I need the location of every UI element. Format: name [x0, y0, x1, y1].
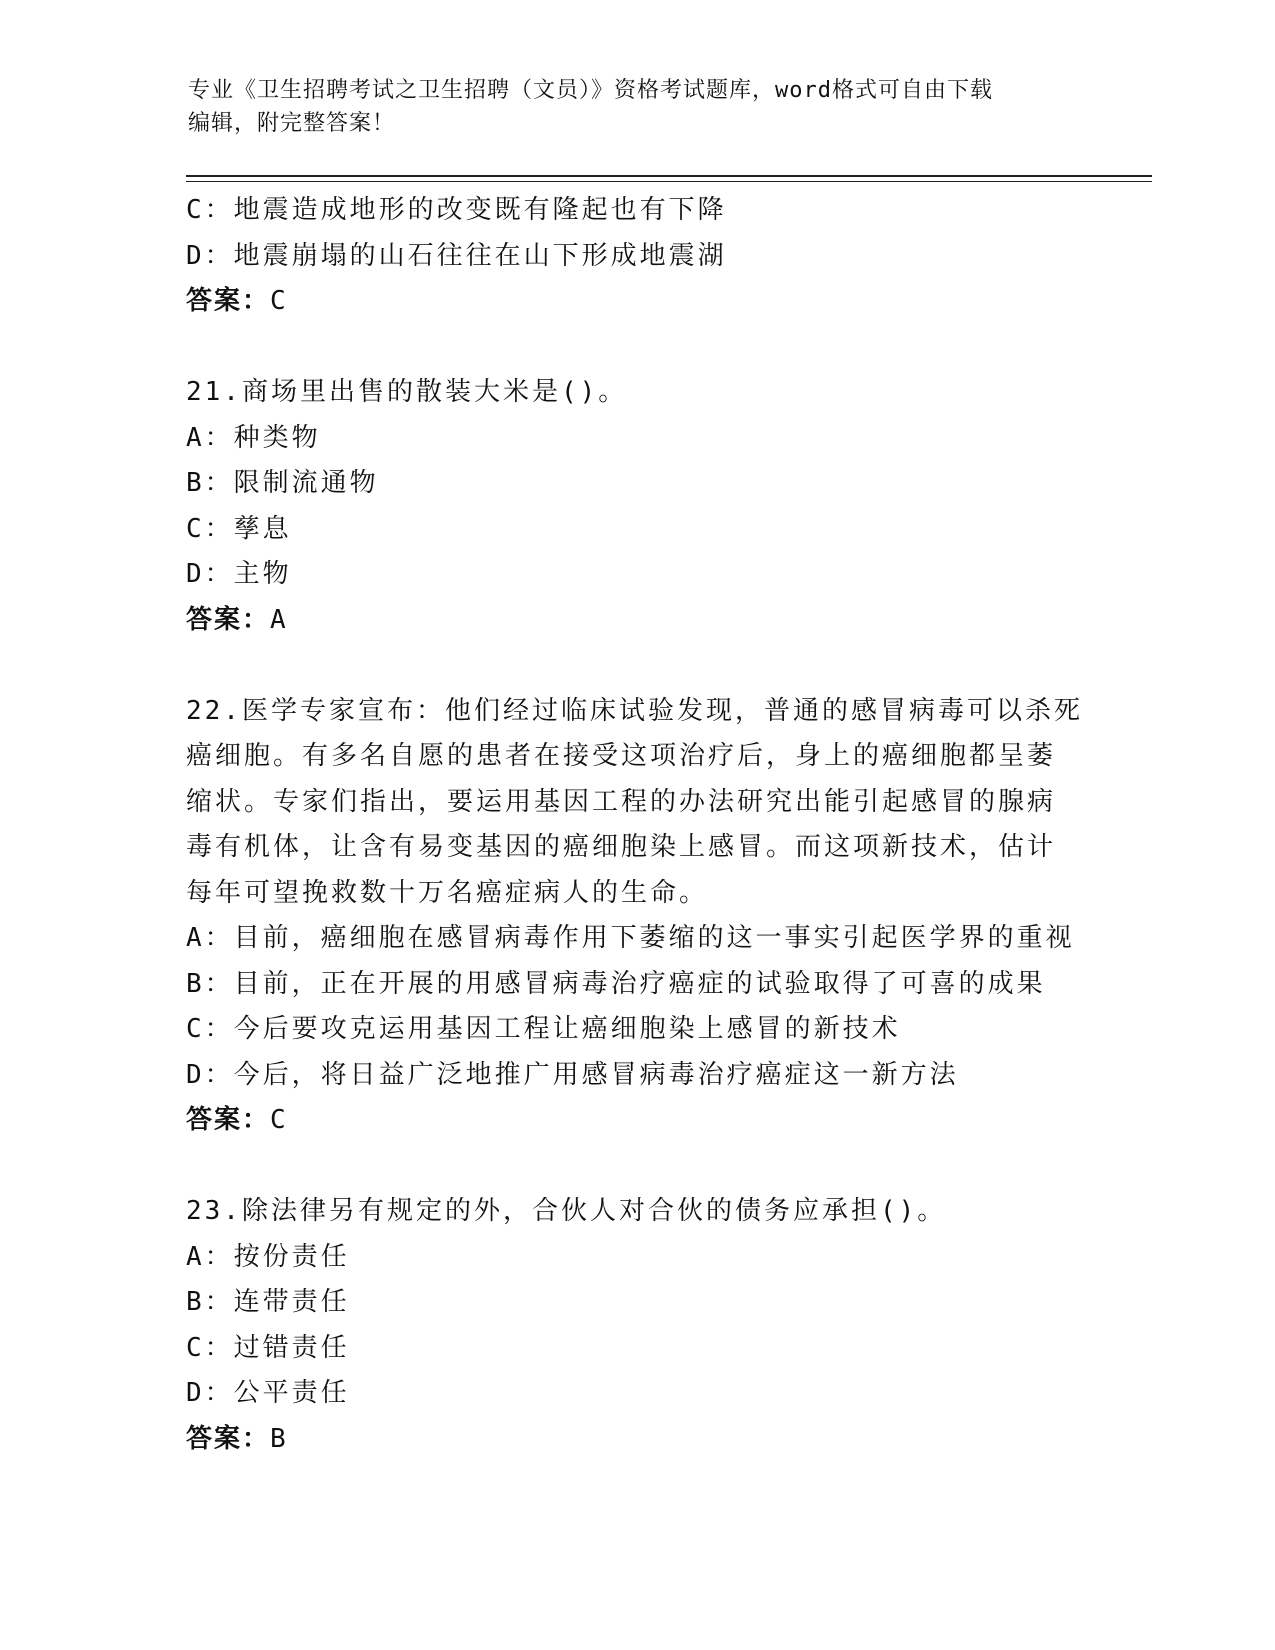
- question-stem-line: 毒有机体，让含有易变基因的癌细胞染上感冒。而这项新技术，估计: [186, 832, 1057, 862]
- option-c: C：今后要攻克运用基因工程让癌细胞染上感冒的新技术: [186, 1014, 901, 1044]
- answer-label: 答案：: [186, 1423, 271, 1454]
- answer-value: A: [270, 604, 288, 635]
- question-stem-line: 癌细胞。有多名自愿的患者在接受这项治疗后，身上的癌细胞都呈萎: [186, 741, 1057, 771]
- spacer: [186, 643, 1086, 689]
- option-c: C：孳息: [186, 513, 292, 544]
- option-d: D：公平责任: [186, 1378, 350, 1408]
- option-a: A：按份责任: [186, 1241, 350, 1272]
- option-a: A：目前，癌细胞在感冒病毒作用下萎缩的这一事实引起医学界的重视: [186, 923, 1075, 953]
- question-stem-line: 缩状。专家们指出，要运用基因工程的办法研究出能引起感冒的腺病: [186, 786, 1057, 817]
- question-stem-line: 22.医学专家宣布：他们经过临床试验发现，普通的感冒病毒可以杀死: [186, 695, 1083, 726]
- header-divider-thin: [186, 181, 1152, 182]
- answer-label: 答案：: [186, 604, 271, 635]
- question-23: [186, 1189, 1086, 1462]
- option-d: D：地震崩塌的山石往往在山下形成地震湖: [186, 240, 727, 271]
- answer-line: [186, 1417, 1086, 1463]
- question-stem: 23.除法律另有规定的外，合伙人对合伙的债务应承担()。: [186, 1196, 947, 1226]
- previous-question-block: [186, 188, 1086, 325]
- question-stem: 21.商场里出售的散装大米是()。: [186, 377, 628, 407]
- option-c: C：地震造成地形的改变既有隆起也有下降: [186, 195, 727, 225]
- answer-label: 答案：: [186, 286, 271, 316]
- option-b: B：限制流通物: [186, 468, 379, 498]
- option-a: A：种类物: [186, 422, 321, 453]
- header-line-1: 专业《卫生招聘考试之卫生招聘（文员）》资格考试题库，word格式可自由下载: [188, 78, 993, 103]
- answer-value: C: [270, 1105, 288, 1135]
- option-d: D：主物: [186, 559, 292, 589]
- option-b: B：目前，正在开展的用感冒病毒治疗癌症的试验取得了可喜的成果: [186, 968, 1046, 999]
- answer-line: [186, 1098, 1086, 1144]
- answer-label: 答案：: [186, 1105, 271, 1135]
- spacer: [186, 1144, 1086, 1190]
- question-21: [186, 370, 1086, 643]
- answer-value: C: [270, 286, 288, 316]
- question-22: [186, 689, 1086, 1144]
- option-b: B：连带责任: [186, 1287, 350, 1317]
- document-header: [188, 74, 1068, 140]
- header-divider-thick: [186, 175, 1152, 177]
- option-c: C：过错责任: [186, 1332, 350, 1363]
- answer-line: [186, 279, 1086, 325]
- answer-value: B: [270, 1423, 288, 1454]
- answer-line: [186, 598, 1086, 644]
- header-line-2: 编辑，附完整答案！: [188, 111, 396, 136]
- option-d: D：今后，将日益广泛地推广用感冒病毒治疗癌症这一新方法: [186, 1059, 959, 1090]
- spacer: [186, 325, 1086, 371]
- question-content: [186, 188, 1086, 1462]
- question-stem-line: 每年可望挽救数十万名癌症病人的生命。: [186, 877, 709, 908]
